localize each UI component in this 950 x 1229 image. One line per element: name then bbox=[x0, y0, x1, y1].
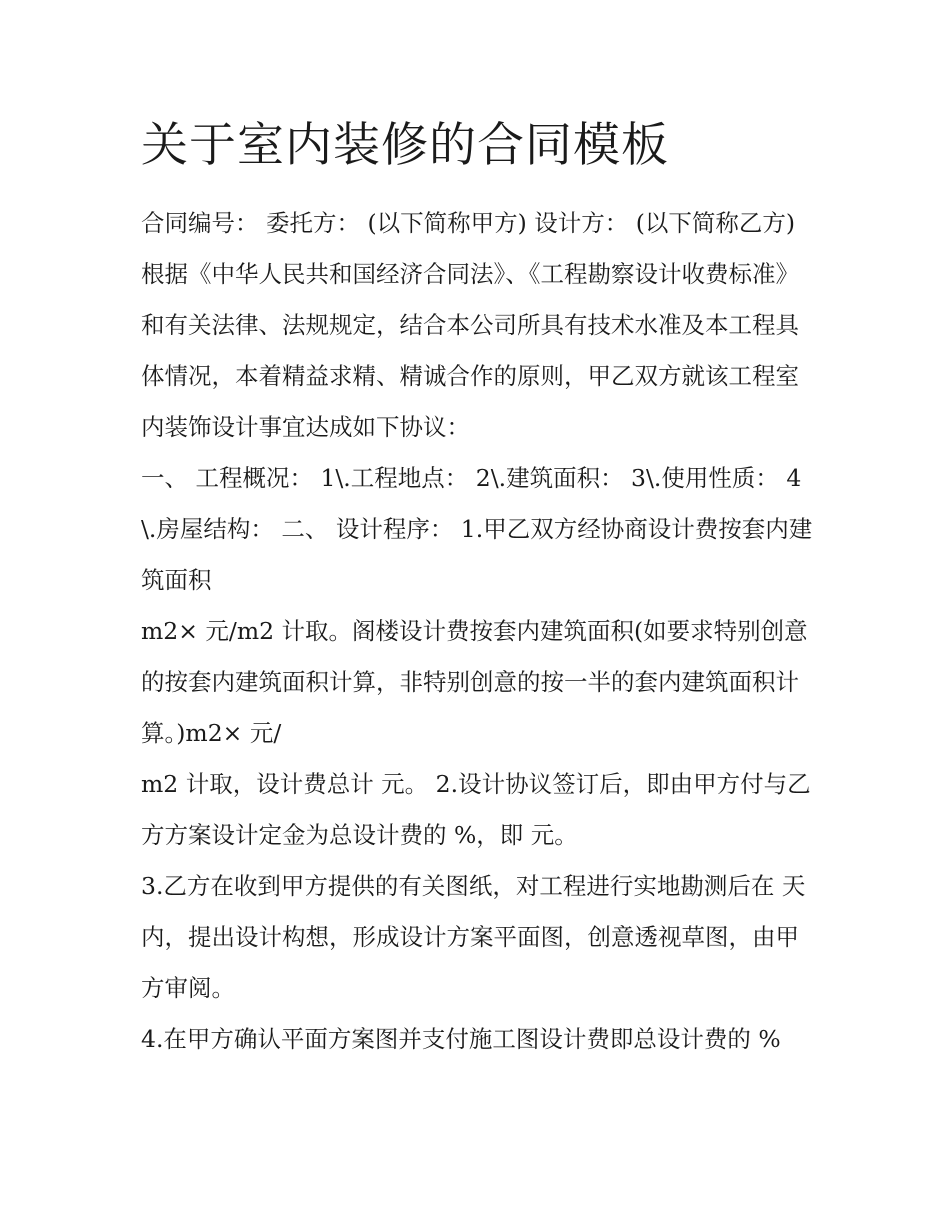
paragraph-fee-attic: m2× 元/m2 计取。阁楼设计费按套内建筑面积(如要求特别创意的按套内建筑面积计算，非特别创意的按一半的套内建筑面积计算。)m2× 元/ bbox=[141, 617, 808, 747]
paragraph-clause-4: 4.在甲方确认平面方案图并支付施工图设计费即总设计费的 % bbox=[141, 1025, 781, 1053]
paragraph-parties: 合同编号： 委托方： (以下简称甲方) 设计方： (以下简称乙方) bbox=[141, 209, 796, 237]
document-title: 关于室内装修的合同模板 bbox=[141, 118, 669, 173]
paragraph-overview: 一、 工程概况： 1\.工程地点： 2\.建筑面积： 3\.使用性质： 4\.房屋结构： 二、 设计程序： 1.甲乙双方经协商设计费按套内建筑面积 bbox=[141, 464, 813, 594]
paragraph-fee-total: m2 计取，设计费总计 元。 2.设计协议签订后，即由甲方付与乙方方案设计定金为总设计费的 %，即 元。 bbox=[141, 770, 811, 849]
document-page bbox=[141, 112, 813, 1065]
paragraph-clause-3: 3.乙方在收到甲方提供的有关图纸，对工程进行实地勘测后在 天内，提出设计构想，形成设计方案平面图，创意透视草图，由甲方审阅。 bbox=[141, 872, 806, 1002]
paragraph-preamble: 根据《中华人民共和国经济合同法》、《工程勘察设计收费标准》和有关法律、法规规定，结合本公司所具有技术水准及本工程具体情况，本着精益求精、精诚合作的原则，甲乙双方就该工程室内装饰设计事宜达成如下协议： bbox=[141, 260, 799, 441]
